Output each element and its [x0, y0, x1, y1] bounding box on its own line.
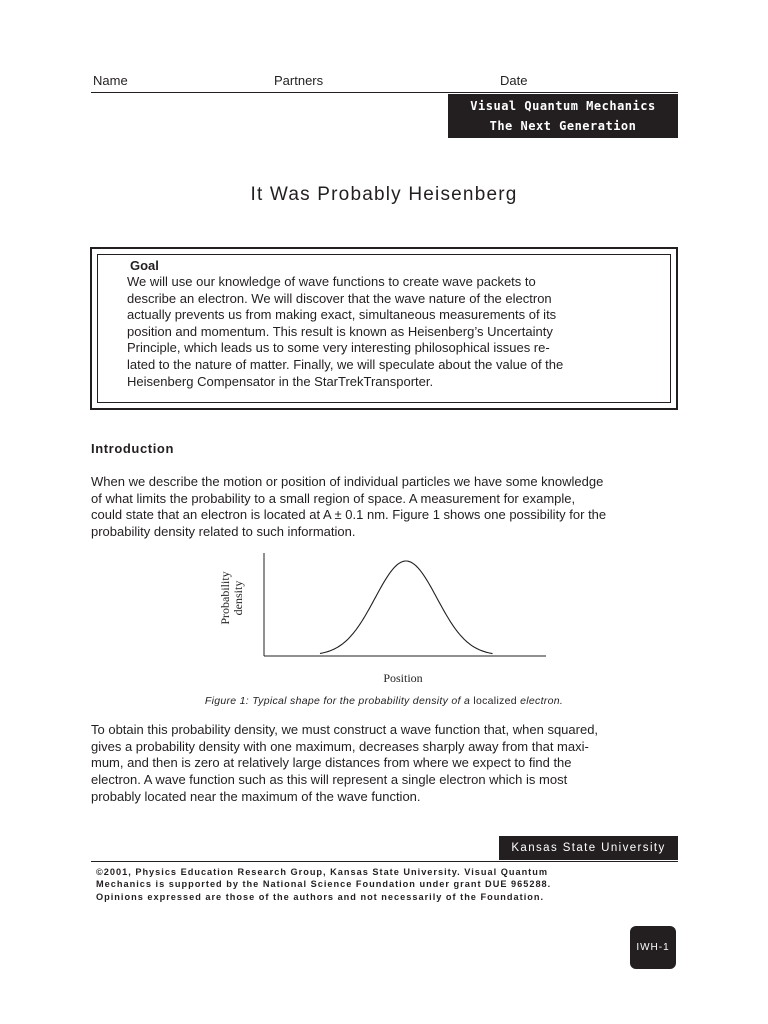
copyright-notice	[96, 866, 686, 903]
probability-density-figure	[213, 548, 553, 688]
page-title: It Was Probably Heisenberg	[250, 184, 518, 205]
footer-rule	[91, 861, 678, 862]
goal-line: lated to the nature of matter. Finally, we will speculate about the value of the	[127, 356, 564, 372]
goal-line: describe an electron. We will discover that the wave nature of the electron	[127, 290, 552, 306]
y-axis-label-line-1: Probability	[218, 571, 232, 625]
name-label: Name	[93, 73, 128, 88]
date-label: Date	[500, 73, 528, 88]
header-fields	[91, 73, 678, 91]
intro-paragraph-1	[91, 474, 681, 541]
probability-density-curve	[320, 561, 493, 654]
series-line-2: The Next Generation	[489, 119, 637, 133]
institution-banner: Kansas State University	[499, 836, 678, 860]
paragraph-line: could state that an electron is located at A ± 0.1 nm. Figure 1 shows one possibility for the	[91, 507, 607, 523]
paragraph-line: When we describe the motion or position of individual particles we have some knowledge	[91, 474, 604, 489]
paragraph-line: To obtain this probability density, we must construct a wave function that, when squared,	[91, 722, 599, 737]
copyright-line: Mechanics is supported by the National Science Foundation under grant DUE 965288.	[96, 879, 552, 890]
series-line-1: Visual Quantum Mechanics	[470, 99, 656, 113]
paragraph-line: gives a probability density with one maximum, decreases sharply away from that maxi-	[91, 738, 589, 754]
goal-heading: Goal	[130, 258, 159, 273]
caption-part-3: electron.	[516, 695, 564, 707]
goal-line: actually prevents us from making exact, simultaneous measurements of its	[127, 307, 557, 323]
goal-line: position and momentum. This result is known as Heisenberg’s Uncertainty	[127, 323, 553, 339]
caption-part-1: Figure 1: Typical shape for the probability density of a	[204, 695, 474, 707]
partners-label: Partners	[274, 73, 324, 88]
goal-text	[127, 274, 647, 390]
y-axis-label-line-2: density	[231, 580, 245, 616]
paragraph-line: mum, and then is zero at relatively large distances from where we expect to find the	[91, 755, 572, 771]
series-banner	[448, 94, 678, 138]
intro-paragraph-2	[91, 722, 681, 806]
caption-part-2: localized	[473, 695, 517, 707]
goal-line: Principle, which leads us to some very interesting philosophical issues re-	[127, 340, 550, 356]
paragraph-line: electron. A wave function such as this will represent a single electron which is most	[91, 772, 568, 788]
page-number-badge: IWH-1	[630, 926, 676, 969]
copyright-line: Opinions expressed are those of the authors and not necessarily of the Foundation.	[96, 891, 545, 902]
paragraph-line: probability density related to such information.	[91, 524, 356, 540]
y-axis-label	[212, 548, 252, 648]
x-axis-label: Position	[383, 671, 423, 685]
header-rule	[91, 92, 678, 93]
paragraph-line: of what limits the probability to a small region of space. A measurement for example,	[91, 490, 576, 506]
copyright-line: ©2001, Physics Education Research Group, Kansas State University. Visual Quantum	[96, 867, 549, 877]
paragraph-line: probably located near the maximum of the wave function.	[91, 788, 421, 804]
goal-box	[90, 247, 678, 410]
goal-line: We will use our knowledge of wave functions to create wave packets to	[127, 274, 536, 289]
goal-line: Heisenberg Compensator in the StarTrekTransporter.	[127, 373, 434, 389]
introduction-heading: Introduction	[91, 441, 175, 456]
figure-caption	[0, 695, 768, 707]
